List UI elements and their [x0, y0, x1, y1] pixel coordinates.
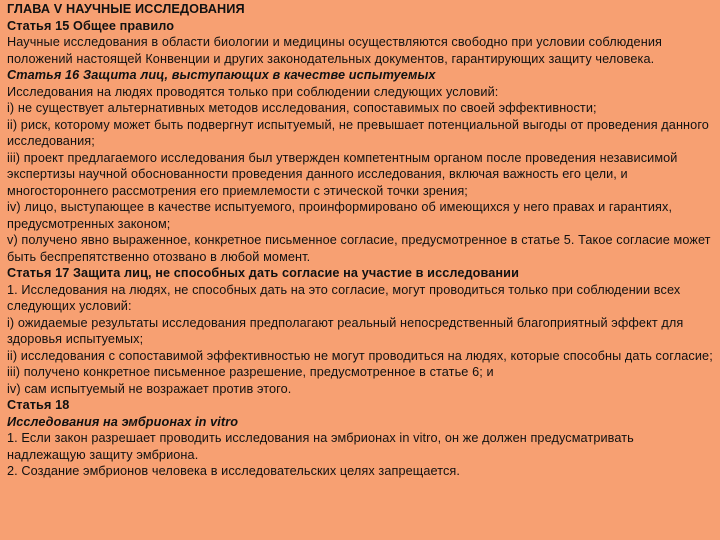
- article-16-intro: Исследования на людях проводятся только при соблюдении следующих условий:: [7, 84, 499, 99]
- article-18-item: 1. Если закон разрешает проводить исследования на эмбрионах in vitro, он же должен предусматривать надлежащую защиту эмбриона.: [7, 431, 634, 462]
- article-16-heading: Статья 16 Защита лиц, выступающих в качестве испытуемых: [7, 68, 436, 82]
- article-17-item: iii) получено конкретное письменное разрешение, предусмотренное в статье 6; и: [7, 365, 494, 379]
- article-18-item: 2. Создание эмбрионов человека в исследовательских целях запрещается.: [7, 464, 461, 478]
- article-17-item: i) ожидаемые результаты исследования предполагают реальный непосредственный благоприятный эффект для здоровья испытуемых;: [7, 315, 684, 346]
- article-16-item: i) не существует альтернативных методов исследования, сопоставимых по своей эффективности;: [7, 101, 597, 115]
- article-16-item: ii) риск, которому может быть подвергнут испытуемый, не превышает потенциальной выгоды от проведения данного исследования;: [7, 117, 709, 148]
- article-16-item: iii) проект предлагаемого исследования был утвержден компетентным органом после проведения независимой экспертизы научной обоснованности проведения данного исследования, включая важность его цели, и многостороннего рассмотрения его приемлемости с этической точки зрения;: [7, 150, 678, 198]
- article-17-item: iv) сам испытуемый не возражает против этого.: [7, 381, 292, 396]
- chapter-title: ГЛАВА V НАУЧНЫЕ ИССЛЕДОВАНИЯ: [7, 2, 245, 16]
- article-15-text: Научные исследования в области биологии и медицины осуществляются свободно при условии соблюдения положений настоящей Конвенции и других законодательных документов, гарантирующих защиту человека.: [7, 35, 662, 66]
- article-18-heading: Статья 18: [7, 398, 70, 412]
- article-15-heading: Статья 15 Общее правило: [7, 18, 175, 33]
- article-17-heading: Статья 17 Защита лиц, не способных дать согласие на участие в исследовании: [7, 266, 519, 280]
- article-18-subheading: Исследования на эмбрионах in vitro: [7, 414, 239, 429]
- article-16-item: v) получено явно выраженное, конкретное письменное согласие, предусмотренное в статье 5. Такое согласие может быть беспрепятственно отозвано в любой момент.: [7, 233, 711, 264]
- article-17-intro: 1. Исследования на людях, не способных дать на это согласие, могут проводиться только при соблюдении всех следующих условий:: [7, 282, 681, 313]
- article-16-item: iv) лицо, выступающее в качестве испытуемого, проинформировано об имеющихся у него правах и гарантиях, предусмотренных законом;: [7, 200, 673, 231]
- article-17-item: ii) исследования с сопоставимой эффективностью не могут проводиться на людях, которые способны дать согласие;: [7, 348, 713, 363]
